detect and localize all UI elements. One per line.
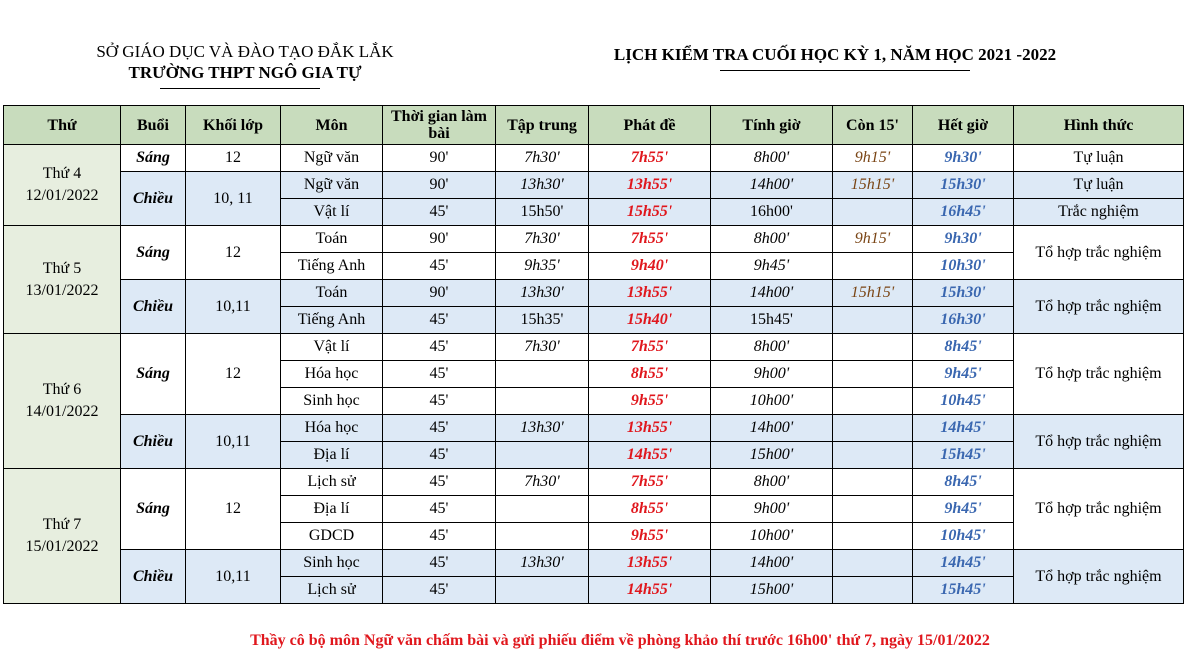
hand-out-cell: 8h55' bbox=[589, 361, 711, 388]
end-cell: 15h30' bbox=[913, 172, 1014, 199]
subject-cell: Địa lí bbox=[281, 442, 383, 469]
grade-cell: 12 bbox=[186, 469, 281, 550]
end-cell: 14h45' bbox=[913, 550, 1014, 577]
gather-cell: 13h30' bbox=[496, 172, 589, 199]
day-date: 13/01/2022 bbox=[25, 281, 99, 299]
remain15-cell: 15h15' bbox=[833, 172, 913, 199]
hand-out-cell: 14h55' bbox=[589, 577, 711, 604]
end-cell: 9h30' bbox=[913, 145, 1014, 172]
start-cell: 9h45' bbox=[711, 253, 833, 280]
end-cell: 10h45' bbox=[913, 388, 1014, 415]
day-label: Thứ 7 bbox=[42, 516, 82, 533]
end-cell: 15h45' bbox=[913, 577, 1014, 604]
end-cell: 8h45' bbox=[913, 469, 1014, 496]
gather-cell: 13h30' bbox=[496, 280, 589, 307]
session-cell: Sáng bbox=[121, 145, 186, 172]
remain15-cell: 9h15' bbox=[833, 226, 913, 253]
session-cell: Chiều bbox=[121, 550, 186, 604]
hand-out-cell: 9h55' bbox=[589, 523, 711, 550]
start-cell: 8h00' bbox=[711, 469, 833, 496]
col-header-grade: Khối lớp bbox=[186, 106, 281, 145]
gather-cell: 7h30' bbox=[496, 145, 589, 172]
subject-cell: Tiếng Anh bbox=[281, 307, 383, 334]
start-cell: 16h00' bbox=[711, 199, 833, 226]
start-cell: 14h00' bbox=[711, 550, 833, 577]
subject-cell: Vật lí bbox=[281, 199, 383, 226]
gather-cell bbox=[496, 361, 589, 388]
session-cell: Chiều bbox=[121, 172, 186, 226]
duration-cell: 45' bbox=[383, 442, 496, 469]
gather-cell: 7h30' bbox=[496, 226, 589, 253]
col-header-subject: Môn bbox=[281, 106, 383, 145]
format-cell: Tổ hợp trắc nghiệm bbox=[1014, 334, 1184, 415]
day-label: Thứ 6 bbox=[42, 381, 82, 398]
remain15-cell bbox=[833, 361, 913, 388]
grade-cell: 10,11 bbox=[186, 550, 281, 604]
day-label: Thứ 5 bbox=[42, 259, 82, 277]
day-cell bbox=[4, 226, 121, 334]
session-cell: Chiều bbox=[121, 280, 186, 334]
day-cell bbox=[4, 145, 121, 226]
subject-cell: Lịch sử bbox=[281, 469, 383, 496]
format-cell: Tự luận bbox=[1014, 145, 1184, 172]
end-cell: 9h30' bbox=[913, 226, 1014, 253]
subject-cell: Hóa học bbox=[281, 415, 383, 442]
end-cell: 10h45' bbox=[913, 523, 1014, 550]
table-header-row bbox=[4, 106, 1184, 145]
end-cell: 14h45' bbox=[913, 415, 1014, 442]
gather-cell: 15h50' bbox=[496, 199, 589, 226]
start-cell: 14h00' bbox=[711, 172, 833, 199]
table-row bbox=[4, 469, 1184, 496]
hand-out-cell: 9h55' bbox=[589, 388, 711, 415]
hand-out-cell: 15h40' bbox=[589, 307, 711, 334]
gather-cell: 15h35' bbox=[496, 307, 589, 334]
remain15-cell bbox=[833, 550, 913, 577]
grade-cell: 12 bbox=[186, 145, 281, 172]
duration-cell: 90' bbox=[383, 145, 496, 172]
start-cell: 8h00' bbox=[711, 334, 833, 361]
duration-cell: 90' bbox=[383, 280, 496, 307]
end-cell: 9h45' bbox=[913, 361, 1014, 388]
duration-cell: 90' bbox=[383, 172, 496, 199]
format-cell: Tổ hợp trắc nghiệm bbox=[1014, 226, 1184, 280]
duration-cell: 45' bbox=[383, 334, 496, 361]
divider-right bbox=[720, 70, 970, 71]
gather-cell: 13h30' bbox=[496, 550, 589, 577]
gather-cell: 13h30' bbox=[496, 415, 589, 442]
end-cell: 15h30' bbox=[913, 280, 1014, 307]
subject-cell: Toán bbox=[281, 280, 383, 307]
hand-out-cell: 13h55' bbox=[589, 280, 711, 307]
table-row bbox=[4, 415, 1184, 442]
col-header-start: Tính giờ bbox=[711, 106, 833, 145]
start-cell: 15h00' bbox=[711, 577, 833, 604]
duration-cell: 45' bbox=[383, 523, 496, 550]
remain15-cell bbox=[833, 442, 913, 469]
table-row bbox=[4, 550, 1184, 577]
grade-cell: 10,11 bbox=[186, 415, 281, 469]
table-row bbox=[4, 226, 1184, 253]
col-header-gather: Tập trung bbox=[496, 106, 589, 145]
start-cell: 10h00' bbox=[711, 388, 833, 415]
start-cell: 8h00' bbox=[711, 226, 833, 253]
remain15-cell bbox=[833, 307, 913, 334]
subject-cell: Hóa học bbox=[281, 361, 383, 388]
day-date: 12/01/2022 bbox=[25, 187, 99, 204]
subject-cell: Sinh học bbox=[281, 388, 383, 415]
hand-out-cell: 15h55' bbox=[589, 199, 711, 226]
grade-cell: 10,11 bbox=[186, 280, 281, 334]
subject-cell: Lịch sử bbox=[281, 577, 383, 604]
duration-cell: 45' bbox=[383, 199, 496, 226]
format-cell: Tổ hợp trắc nghiệm bbox=[1014, 415, 1184, 469]
start-cell: 10h00' bbox=[711, 523, 833, 550]
day-label: Thứ 4 bbox=[42, 165, 82, 182]
hand-out-cell: 7h55' bbox=[589, 226, 711, 253]
subject-cell: GDCD bbox=[281, 523, 383, 550]
gather-cell: 7h30' bbox=[496, 334, 589, 361]
duration-cell: 45' bbox=[383, 307, 496, 334]
remain15-cell bbox=[833, 577, 913, 604]
hand-out-cell: 14h55' bbox=[589, 442, 711, 469]
hand-out-cell: 13h55' bbox=[589, 415, 711, 442]
duration-cell: 45' bbox=[383, 361, 496, 388]
day-date: 14/01/2022 bbox=[25, 403, 99, 420]
divider-left bbox=[160, 88, 320, 89]
hand-out-cell: 13h55' bbox=[589, 550, 711, 577]
duration-cell: 45' bbox=[383, 415, 496, 442]
gather-cell bbox=[496, 442, 589, 469]
hand-out-cell: 8h55' bbox=[589, 496, 711, 523]
hand-out-cell: 13h55' bbox=[589, 172, 711, 199]
duration-cell: 45' bbox=[383, 388, 496, 415]
end-cell: 10h30' bbox=[913, 253, 1014, 280]
start-cell: 14h00' bbox=[711, 415, 833, 442]
remain15-cell bbox=[833, 415, 913, 442]
col-header-duration: Thời gian làm bài bbox=[383, 106, 496, 145]
start-cell: 9h00' bbox=[711, 361, 833, 388]
duration-cell: 45' bbox=[383, 469, 496, 496]
day-date: 15/01/2022 bbox=[25, 538, 99, 555]
format-cell: Tự luận bbox=[1014, 172, 1184, 199]
remain15-cell: 9h15' bbox=[833, 145, 913, 172]
subject-cell: Tiếng Anh bbox=[281, 253, 383, 280]
gather-cell bbox=[496, 523, 589, 550]
remain15-cell bbox=[833, 334, 913, 361]
hand-out-cell: 9h40' bbox=[589, 253, 711, 280]
remain15-cell bbox=[833, 523, 913, 550]
table-row bbox=[4, 172, 1184, 199]
gather-cell: 9h35' bbox=[496, 253, 589, 280]
col-header-end: Hết giờ bbox=[913, 106, 1014, 145]
exam-schedule-table bbox=[3, 105, 1184, 604]
subject-cell: Ngữ văn bbox=[281, 172, 383, 199]
day-cell bbox=[4, 334, 121, 469]
col-header-remain15: Còn 15' bbox=[833, 106, 913, 145]
duration-cell: 45' bbox=[383, 496, 496, 523]
subject-cell: Địa lí bbox=[281, 496, 383, 523]
grade-cell: 12 bbox=[186, 334, 281, 415]
department-name: SỞ GIÁO DỤC VÀ ĐÀO TẠO ĐẮK LẮK bbox=[96, 42, 394, 61]
document-title: LỊCH KIỂM TRA CUỐI HỌC KỲ 1, NĂM HỌC 2021 -2022 bbox=[613, 45, 1057, 64]
remain15-cell: 15h15' bbox=[833, 280, 913, 307]
format-cell: Trắc nghiệm bbox=[1014, 199, 1184, 226]
format-cell: Tổ hợp trắc nghiệm bbox=[1014, 469, 1184, 550]
end-cell: 16h45' bbox=[913, 199, 1014, 226]
table-row bbox=[4, 334, 1184, 361]
hand-out-cell: 7h55' bbox=[589, 334, 711, 361]
hand-out-cell: 7h55' bbox=[589, 469, 711, 496]
day-cell bbox=[4, 469, 121, 604]
duration-cell: 45' bbox=[383, 253, 496, 280]
gather-cell bbox=[496, 388, 589, 415]
end-cell: 16h30' bbox=[913, 307, 1014, 334]
remain15-cell bbox=[833, 469, 913, 496]
session-cell: Sáng bbox=[121, 334, 186, 415]
duration-cell: 45' bbox=[383, 550, 496, 577]
subject-cell: Ngữ văn bbox=[281, 145, 383, 172]
session-cell: Sáng bbox=[121, 226, 186, 280]
format-cell: Tổ hợp trắc nghiệm bbox=[1014, 550, 1184, 604]
start-cell: 15h45' bbox=[711, 307, 833, 334]
remain15-cell bbox=[833, 496, 913, 523]
hand-out-cell: 7h55' bbox=[589, 145, 711, 172]
school-name: TRƯỜNG THPT NGÔ GIA TỰ bbox=[128, 63, 362, 82]
start-cell: 9h00' bbox=[711, 496, 833, 523]
col-header-hand-out: Phát đề bbox=[589, 106, 711, 145]
duration-cell: 90' bbox=[383, 226, 496, 253]
end-cell: 8h45' bbox=[913, 334, 1014, 361]
grade-cell: 12 bbox=[186, 226, 281, 280]
col-header-format: Hình thức bbox=[1014, 106, 1184, 145]
table-row bbox=[4, 145, 1184, 172]
remain15-cell bbox=[833, 199, 913, 226]
col-header-session: Buổi bbox=[121, 106, 186, 145]
gather-cell: 7h30' bbox=[496, 469, 589, 496]
subject-cell: Vật lí bbox=[281, 334, 383, 361]
subject-cell: Toán bbox=[281, 226, 383, 253]
start-cell: 14h00' bbox=[711, 280, 833, 307]
gather-cell bbox=[496, 496, 589, 523]
session-cell: Chiều bbox=[121, 415, 186, 469]
footer-note: Thầy cô bộ môn Ngữ văn chấm bài và gửi phiếu điểm về phòng khảo thí trước 16h00' thứ 7, ngày 15/01/2022 bbox=[250, 632, 990, 649]
grade-cell: 10, 11 bbox=[186, 172, 281, 226]
table-row bbox=[4, 280, 1184, 307]
remain15-cell bbox=[833, 253, 913, 280]
duration-cell: 45' bbox=[383, 577, 496, 604]
gather-cell bbox=[496, 577, 589, 604]
format-cell: Tổ hợp trắc nghiệm bbox=[1014, 280, 1184, 334]
start-cell: 15h00' bbox=[711, 442, 833, 469]
session-cell: Sáng bbox=[121, 469, 186, 550]
col-header-day: Thứ bbox=[4, 106, 121, 145]
subject-cell: Sinh học bbox=[281, 550, 383, 577]
remain15-cell bbox=[833, 388, 913, 415]
end-cell: 9h45' bbox=[913, 496, 1014, 523]
start-cell: 8h00' bbox=[711, 145, 833, 172]
end-cell: 15h45' bbox=[913, 442, 1014, 469]
